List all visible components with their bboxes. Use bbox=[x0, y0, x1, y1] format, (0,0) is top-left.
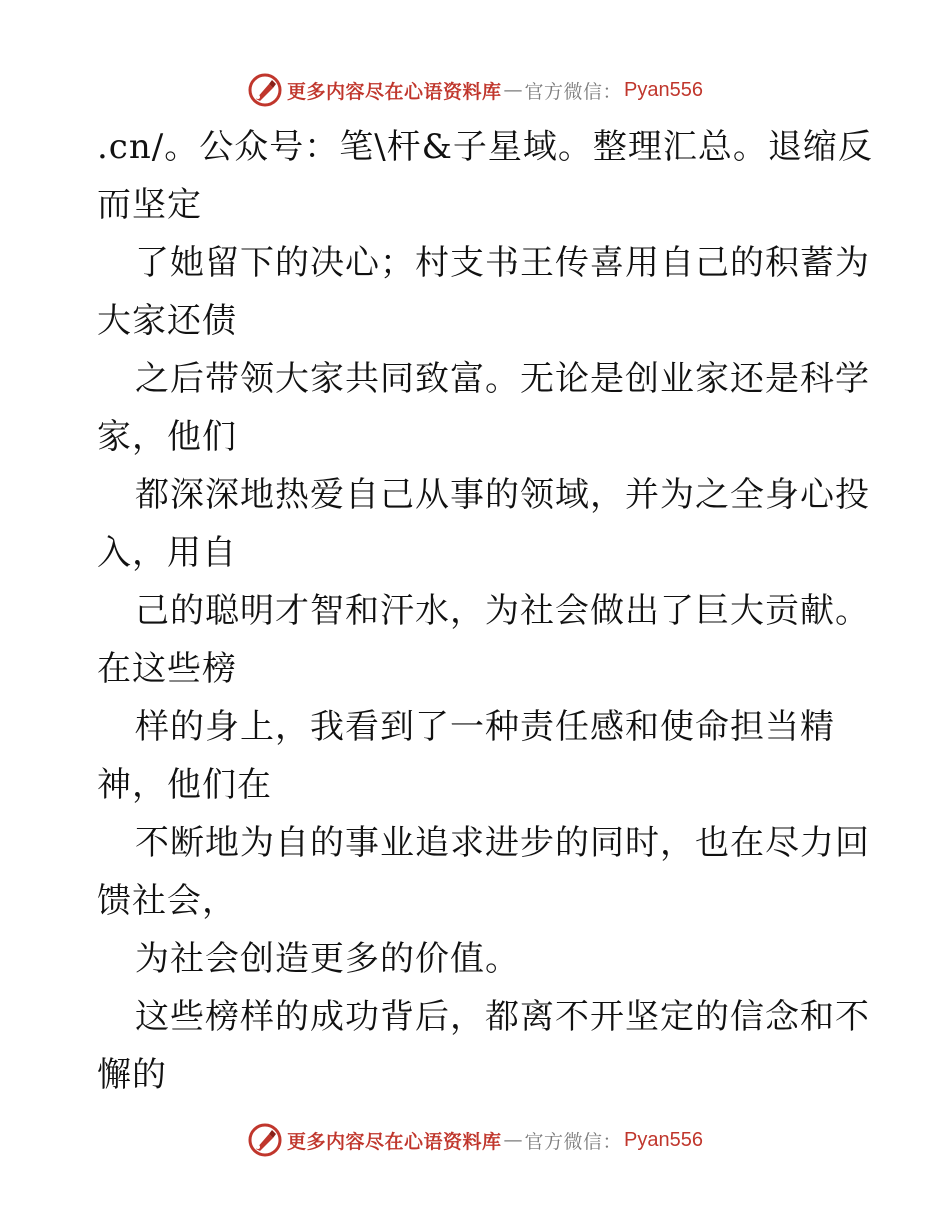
text-line: 己的聪明才智和汗水，为社会做出了巨大贡献。 bbox=[135, 591, 870, 631]
text-line: 懈的 bbox=[97, 1055, 167, 1095]
footer-banner bbox=[0, 1120, 950, 1160]
text-line: 了她留下的决心；村支书王传喜用自己的积蓄为 bbox=[135, 243, 870, 283]
text-line: 之后带领大家共同致富。无论是创业家还是科学 bbox=[135, 359, 870, 399]
text-line: 神，他们在 bbox=[97, 765, 272, 805]
header-banner-content bbox=[247, 72, 703, 108]
text-line: 不断地为自的事业追求进步的同时，也在尽力回 bbox=[135, 823, 870, 863]
pen-logo-icon bbox=[247, 1122, 283, 1158]
text-line: 大家还债 bbox=[97, 301, 237, 341]
text-line: 样的身上，我看到了一种责任感和使命担当精 bbox=[135, 707, 835, 747]
header-wechat-label: 官方微信： bbox=[524, 80, 623, 103]
header-banner-text: 更多内容尽在心语资料库 bbox=[287, 80, 502, 103]
text-line: 这些榜样的成功背后，都离不开坚定的信念和不 bbox=[135, 997, 870, 1037]
footer-wechat-id: Pyan556 bbox=[624, 1128, 703, 1151]
document-body bbox=[97, 118, 873, 1104]
footer-banner-dash: — bbox=[503, 1129, 523, 1151]
header-banner bbox=[0, 70, 950, 110]
text-line: 在这些榜 bbox=[97, 649, 237, 689]
text-line: 而坚定 bbox=[97, 185, 202, 225]
footer-banner-text: 更多内容尽在心语资料库 bbox=[287, 1130, 502, 1153]
footer-wechat-label: 官方微信： bbox=[524, 1130, 623, 1153]
text-line: 为社会创造更多的价值。 bbox=[135, 939, 520, 979]
text-line: 入，用自 bbox=[97, 533, 237, 573]
pen-logo-icon bbox=[247, 72, 283, 108]
text-line: .cn/。公众号：笔\杆&子星域。整理汇总。退缩反 bbox=[97, 127, 873, 167]
text-line: 都深深地热爱自己从事的领域，并为之全身心投 bbox=[135, 475, 870, 515]
text-line: 家，他们 bbox=[97, 417, 237, 457]
footer-banner-content bbox=[247, 1122, 703, 1158]
header-wechat-id: Pyan556 bbox=[624, 78, 703, 101]
text-line: 馈社会， bbox=[97, 881, 237, 921]
header-banner-dash: — bbox=[503, 79, 523, 101]
